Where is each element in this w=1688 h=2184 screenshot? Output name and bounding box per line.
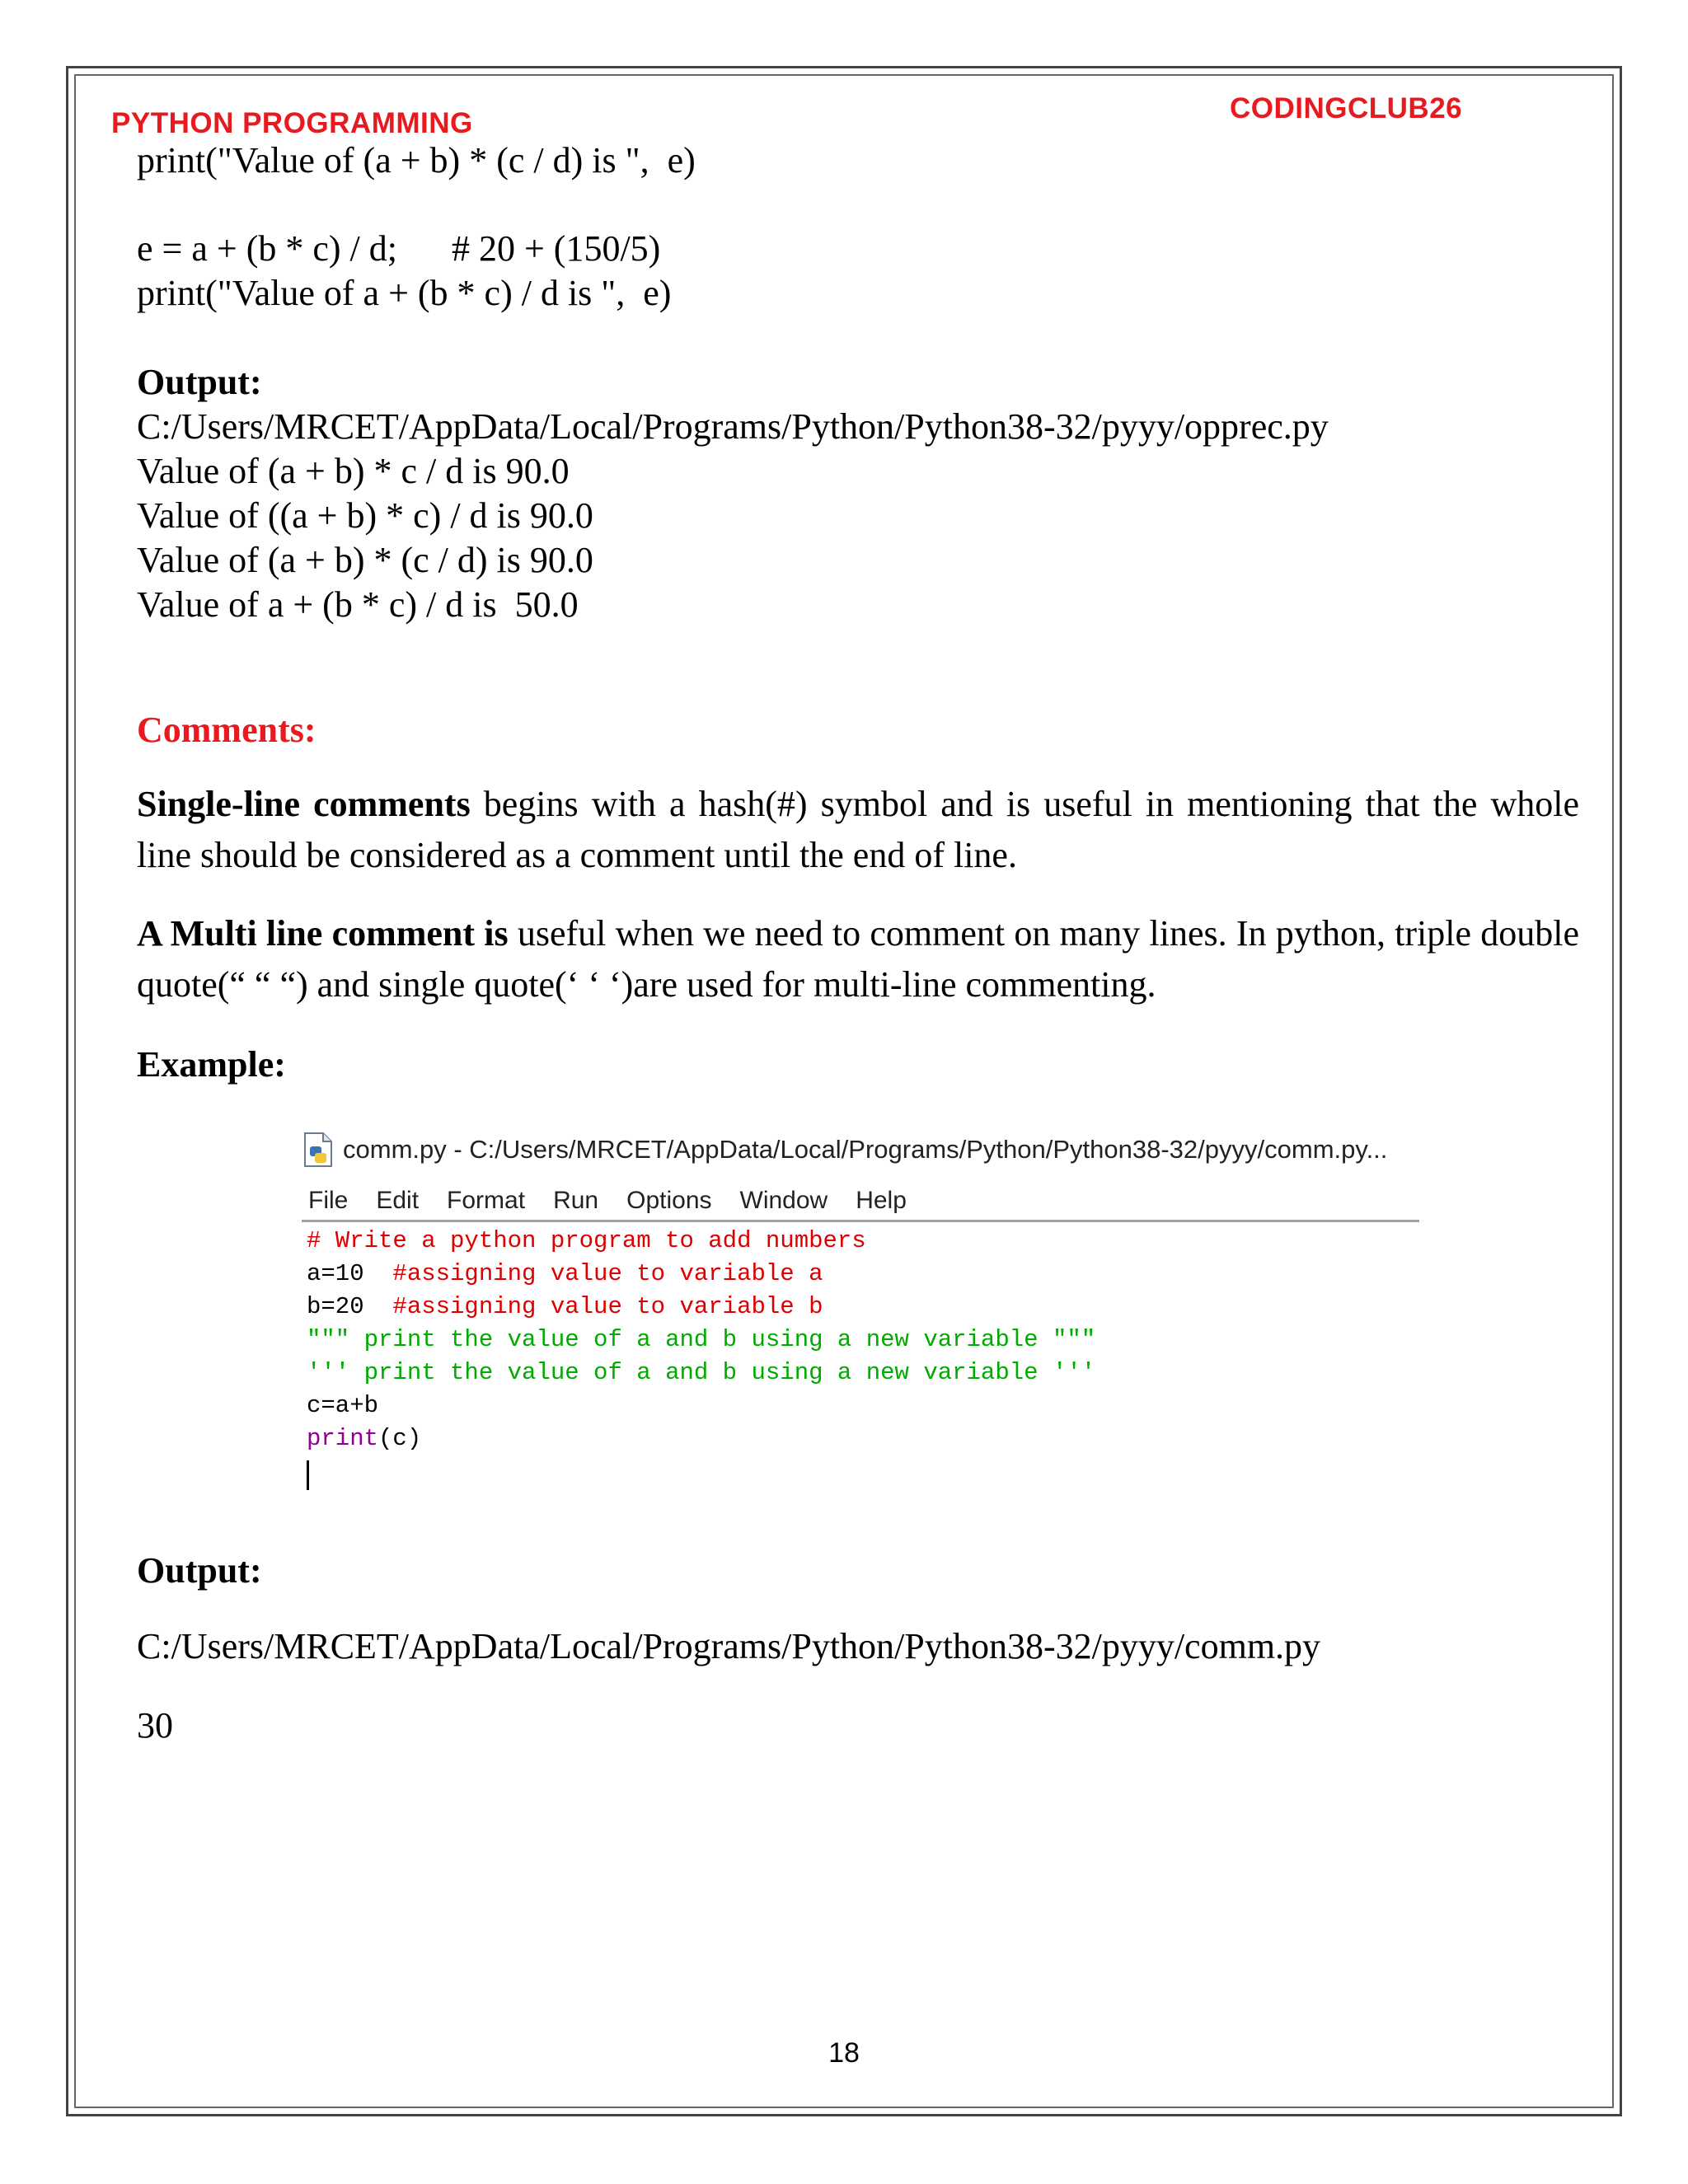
comments-heading: Comments: bbox=[137, 710, 316, 750]
menu-run[interactable]: Run bbox=[553, 1187, 599, 1214]
single-line-term: Single-line comments bbox=[137, 784, 471, 824]
output-line: Value of (a + b) * c / d is 90.0 bbox=[137, 451, 570, 491]
header-right: CODINGCLUB26 bbox=[1230, 92, 1463, 124]
idle-title-bar bbox=[302, 1129, 1387, 1170]
idle-code-line: # Write a python program to add numbers bbox=[307, 1227, 866, 1254]
idle-editor-screenshot bbox=[302, 1122, 1419, 1502]
output-line: Value of (a + b) * (c / d) is 90.0 bbox=[137, 540, 593, 580]
output-line: Value of a + (b * c) / d is 50.0 bbox=[137, 584, 579, 625]
menu-help[interactable]: Help bbox=[856, 1187, 907, 1214]
output-line: 30 bbox=[137, 1705, 173, 1746]
idle-code-line: print(c) bbox=[307, 1425, 422, 1452]
menu-edit[interactable]: Edit bbox=[376, 1187, 420, 1214]
menu-format[interactable]: Format bbox=[447, 1187, 526, 1214]
output-heading-2: Output: bbox=[137, 1550, 262, 1591]
code-line-3: print("Value of a + (b * c) / d is ", e) bbox=[137, 273, 672, 313]
example-heading: Example: bbox=[137, 1044, 286, 1085]
multi-line-term: A Multi line comment is bbox=[137, 913, 509, 954]
page-number: 18 bbox=[828, 2037, 860, 2069]
output-heading-1: Output: bbox=[137, 362, 262, 402]
single-line-paragraph bbox=[137, 779, 1579, 881]
idle-code-line: """ print the value of a and b using a new variable """ bbox=[307, 1326, 1096, 1353]
output-line: C:/Users/MRCET/AppData/Local/Programs/Python/Python38-32/pyyy/comm.py bbox=[137, 1626, 1321, 1666]
multi-line-paragraph bbox=[137, 908, 1579, 1010]
idle-code-line: a=10 #assigning value to variable a bbox=[307, 1260, 823, 1287]
idle-code-line: c=a+b bbox=[307, 1392, 379, 1419]
idle-menubar bbox=[302, 1182, 1419, 1222]
menu-window[interactable]: Window bbox=[739, 1187, 828, 1214]
output-line: C:/Users/MRCET/AppData/Local/Programs/Python/Python38-32/pyyy/opprec.py bbox=[137, 406, 1329, 447]
menu-file[interactable]: File bbox=[308, 1187, 349, 1214]
multi-line-text: useful when we need to comment on many lines. In python, triple double quote(“ “ “) and single quote(‘ ‘ ‘)are used for multi-line commenting. bbox=[137, 913, 1580, 1005]
code-line-1: print("Value of (a + b) * (c / d) is ", e) bbox=[137, 140, 696, 180]
page-border-inner bbox=[74, 74, 1614, 2108]
python-file-icon bbox=[302, 1132, 335, 1168]
menu-options[interactable]: Options bbox=[626, 1187, 712, 1214]
code-line-2: e = a + (b * c) / d; # 20 + (150/5) bbox=[137, 228, 661, 269]
idle-code-area[interactable] bbox=[307, 1225, 1095, 1455]
header-left: PYTHON PROGRAMMING bbox=[111, 107, 473, 139]
text-cursor bbox=[307, 1460, 309, 1490]
idle-code-line: ''' print the value of a and b using a new variable ''' bbox=[307, 1359, 1096, 1386]
idle-code-line: b=20 #assigning value to variable b bbox=[307, 1293, 823, 1320]
single-line-text: begins with a hash(#) symbol and is useful in mentioning that the whole line should be considered as a comment until the end of line. bbox=[137, 784, 1579, 875]
output-line: Value of ((a + b) * c) / d is 90.0 bbox=[137, 495, 593, 536]
idle-title-text: comm.py - C:/Users/MRCET/AppData/Local/Programs/Python/Python38-32/pyyy/comm.py... bbox=[343, 1135, 1388, 1164]
